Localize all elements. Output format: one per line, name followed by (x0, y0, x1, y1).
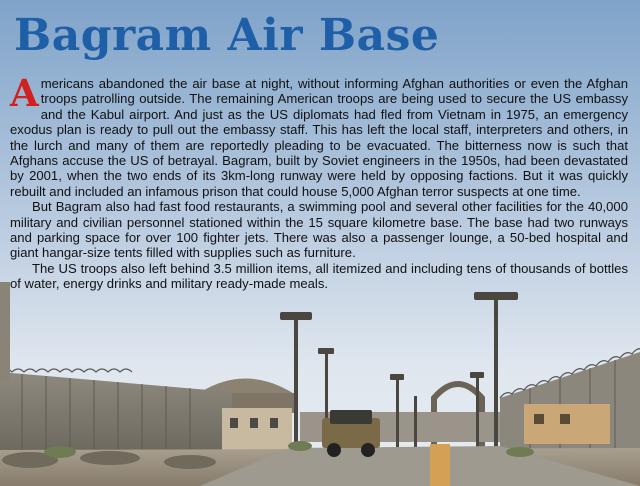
article-paragraph-1 (10, 71, 628, 199)
article-paragraph-2: But Bagram also had fast food restaurants, a swimming pool and several other facilities for the 40,000 military and civilian personnel stationed within the 15 square kilometre base. The base had two runways and parking space for over 100 fighter jets. There was also a passenger lounge, a 50-bed hospital and giant hangar-size tents filled with supplies such as furniture. (10, 199, 628, 261)
article-paragraph-3: The US troops also left behind 3.5 million items, all itemized and including tens of thousands of bottles of water, energy drinks and military ready-made meals. (10, 260, 628, 292)
page-title: Bagram Air Base (14, 10, 440, 61)
traffic-barrier (430, 444, 450, 486)
drop-cap: A (10, 71, 39, 115)
article-body (10, 71, 628, 292)
guard-building (222, 408, 292, 450)
paragraph-1-text: mericans abandoned the air base at night, without informing Afghan authorities or even the Afghan troops patrolling outside. The remaining American troops are being used to secure the US embassy and the Kabul airport. And just as the US diplomats had fled from Vietnam in 1975, an emergency exodus plan is ready to pull out the embassy staff. This has left the local staff, interpreters and others, in the lurch and many of them are reportedly pleading to be evacuated. The bitterness now is such that Afghans accuse the US of betrayal. Bagram, built by Soviet engineers in the 1950s, had been devastated by 2001, when the two ends of its 3km-long runway were held by opposing factions. But it was quickly rebuilt and included an infamous prison that could house 5,000 Afghan terror suspects at one time. (10, 76, 628, 199)
left-tower (0, 282, 10, 382)
right-building (524, 404, 610, 444)
